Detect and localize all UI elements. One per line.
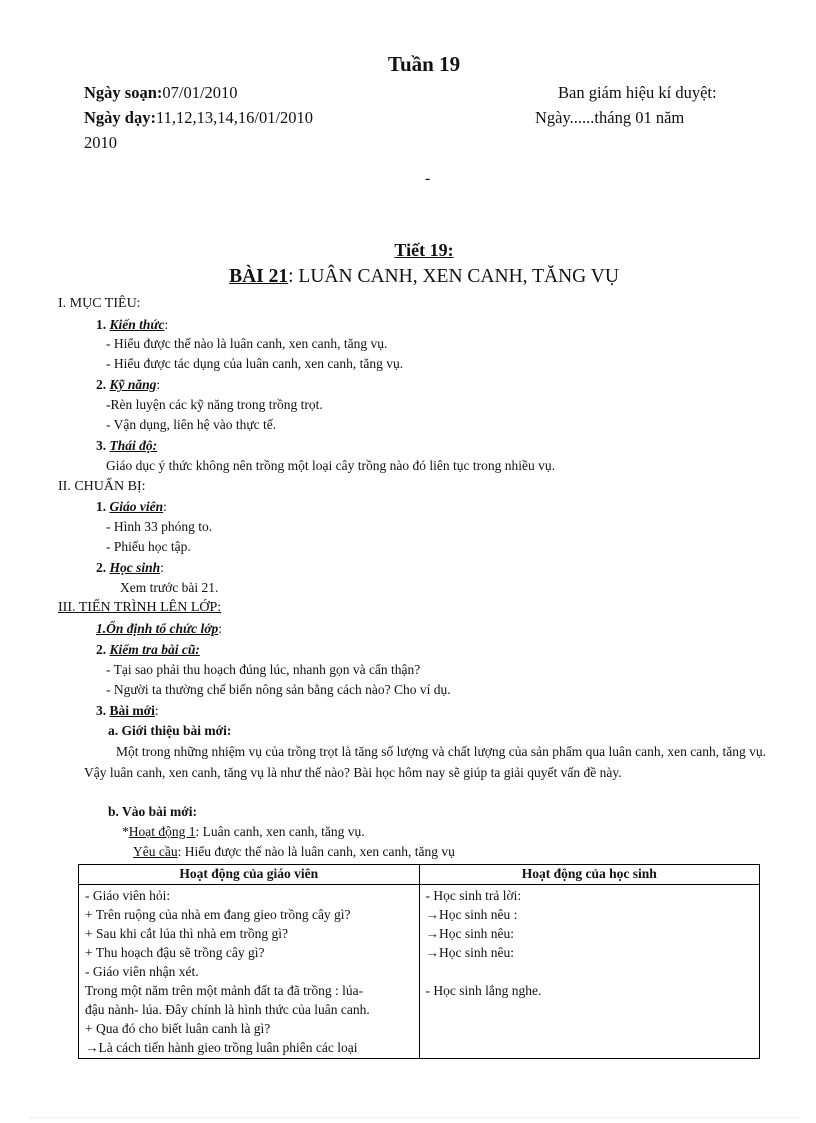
teacher-activity-cell [79, 885, 420, 1059]
intro-label: a. Giới thiệu bài mới: [108, 723, 232, 738]
teacher-line: + Thu hoạch đậu sẽ trồng cây gì? [85, 945, 265, 960]
teacher-prep-item-1: - Hình 33 phóng to. [106, 519, 213, 534]
skills-heading: 2. Kỹ năng: [96, 377, 161, 392]
step2-item-2: - Người ta thường chế biến nông sản bằng cách nào? Cho ví dụ. [106, 682, 451, 697]
attitude-num: 3. [96, 438, 107, 453]
student-activity-cell [419, 885, 760, 1059]
intro-text: Một trong những nhiệm vụ của trồng trọt là tăng số lượng và chất lượng của sản phẩm qua luân canh, xen canh, tăng vụ. Vậy luân canh, xen canh, tăng vụ là như thế nào? Bài học hôm nay sẽ giúp ta giải quyết vấn đề này. [84, 744, 766, 780]
table-header-row [79, 865, 760, 885]
step3-num: 3. [96, 703, 107, 718]
enter-label: b. Vào bài mới: [108, 804, 197, 819]
step2-label: Kiểm tra bài cũ: [109, 642, 200, 657]
objectives-heading: I. MỤC TIÊU: [58, 296, 141, 311]
student-prep-heading: 2. Học sinh: [96, 560, 164, 575]
skills-label: Kỹ năng [109, 377, 157, 392]
activity-heading [122, 824, 365, 840]
prep-date-value: 07/01/2010 [162, 83, 238, 102]
prep-date-line [84, 83, 238, 103]
teacher-line: Trong một năm trên một mảnh đất ta đã trồng : lúa- [85, 983, 364, 998]
student-prep-label: Học sinh [109, 560, 161, 575]
knowledge-item-1: - Hiểu được thế nào là luân canh, xen canh, tăng vụ. [106, 336, 388, 351]
skills-num: 2. [96, 377, 107, 392]
col-teacher-header: Hoạt động của giáo viên [79, 865, 420, 885]
requirement-label: Yêu cầu [133, 844, 178, 859]
procedure-heading-text: III. TIẾN TRÌNH LÊN LỚP: [58, 600, 222, 615]
lesson-number: BÀI 21 [229, 266, 289, 287]
step2-item-1: - Tại sao phải thu hoạch đúng lúc, nhanh gọn và cẩn thận? [106, 662, 421, 677]
activity-prefix: * [122, 824, 129, 839]
col-student-header: Hoạt động của học sinh [419, 865, 760, 885]
teach-year: 2010 [84, 133, 117, 152]
attitude-label: Thái độ: [109, 438, 158, 453]
teacher-prep-item-2: - Phiếu học tập. [106, 539, 191, 554]
procedure-heading [58, 600, 221, 616]
activity-label: Hoạt động 1 [128, 824, 196, 839]
attitude-heading [96, 438, 157, 454]
page-footer-border [30, 1117, 800, 1118]
knowledge-heading: 1. Kiến thức: [96, 317, 169, 332]
student-line: - Học sinh lắng nghe. [425, 983, 542, 998]
requirement-line [133, 844, 455, 860]
approval-date: Ngày......tháng 01 năm [535, 108, 685, 127]
student-prep-num: 2. [96, 560, 107, 575]
teacher-line: →Là cách tiến hành gieo trồng luân phiên các loại [85, 1040, 358, 1055]
activity-table [78, 864, 760, 1059]
approval-title: Ban giám hiệu kí duyệt: [558, 83, 717, 102]
skills-item-1: -Rèn luyện các kỹ năng trong trồng trọt. [106, 397, 323, 412]
teacher-line: đậu nành- lúa. Đây chính là hình thức của luân canh. [85, 1002, 370, 1017]
knowledge-num: 1. [96, 317, 107, 332]
teacher-prep-heading: 1. Giáo viên: [96, 499, 167, 514]
step3-heading: 3. Bài mới: [96, 703, 159, 718]
student-prep-text: Xem trước bài 21. [120, 580, 219, 595]
skills-item-2: - Vận dụng, liên hệ vào thực tế. [106, 417, 277, 432]
week-title: Tuần 19 [387, 52, 461, 76]
step2-num: 2. [96, 642, 107, 657]
teacher-line: + Sau khi cắt lúa thì nhà em trồng gì? [85, 926, 288, 941]
teach-date-line [84, 108, 313, 128]
teacher-prep-num: 1. [96, 499, 107, 514]
preparation-heading: II. CHUẨN BỊ: [58, 479, 146, 494]
teach-date-value: 11,12,13,14,16/01/2010 [155, 108, 314, 127]
student-line: →Học sinh nêu: [425, 926, 514, 941]
intro-paragraph [84, 741, 784, 783]
activity-text: : Luân canh, xen canh, tăng vụ. [195, 824, 365, 839]
student-line: →Học sinh nêu : [425, 907, 518, 922]
requirement-text: : Hiểu được thế nào là luân canh, xen canh, tăng vụ [177, 844, 455, 859]
teacher-prep-label: Giáo viên [109, 499, 164, 514]
knowledge-label: Kiến thức [109, 317, 165, 332]
separator-dash: - [425, 170, 431, 187]
lesson-title [0, 266, 816, 288]
step1-heading: 1.Ổn định tổ chức lớp: [96, 621, 222, 636]
step1-label: 1.Ổn định tổ chức lớp [96, 621, 219, 636]
step2-heading [96, 642, 200, 658]
teacher-line: - Giáo viên hỏi: [85, 888, 171, 903]
prep-date-label: Ngày soạn: [84, 83, 163, 102]
teacher-line: - Giáo viên nhận xét. [85, 964, 199, 979]
step3-label: Bài mới [109, 703, 155, 718]
knowledge-item-2: - Hiểu được tác dụng của luân canh, xen canh, tăng vụ. [106, 356, 404, 371]
period-title: Tiết 19: [394, 240, 454, 260]
attitude-text: Giáo dục ý thức không nên trồng một loại cây trồng nào đó liên tục trong nhiều vụ. [106, 458, 555, 473]
table-row [79, 885, 760, 1059]
teacher-line: + Qua đó cho biết luân canh là gì? [85, 1021, 271, 1036]
student-line: →Học sinh nêu: [425, 945, 514, 960]
teacher-line: + Trên ruộng của nhà em đang gieo trồng cây gì? [85, 907, 351, 922]
student-line: - Học sinh trả lời: [425, 888, 522, 903]
teach-date-label: Ngày dạy: [84, 108, 156, 127]
student-line [426, 962, 754, 981]
lesson-title-text: : LUÂN CANH, XEN CANH, TĂNG VỤ [288, 266, 619, 287]
